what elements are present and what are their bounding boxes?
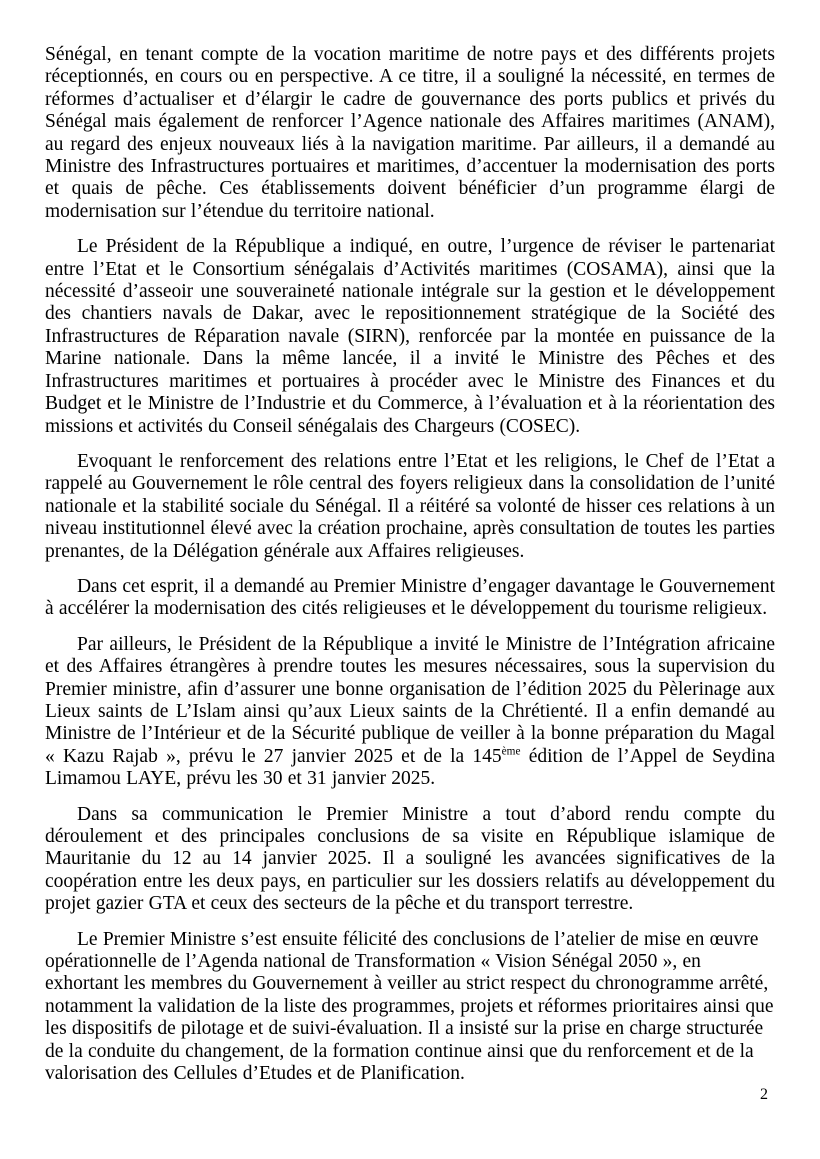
paragraph-cites-religieuses: Dans cet esprit, il a demandé au Premier Ministre d’engager davantage le Gouvernement à accélérer la modernisation des cités religieuses et le développement du tourisme religieux. bbox=[45, 575, 775, 620]
paragraph-etat-religions: Evoquant le renforcement des relations entre l’Etat et les religions, le Chef de l’Etat a rappelé au Gouvernement le rôle central des foyers religieux dans la consolidation de l’unité nationale et la stabilité sociale du Sénégal. Il a réitéré sa volonté de hisser ces relations à un niveau institutionnel élevé avec la création prochaine, après consultation de toutes les parties prenantes, de la Délégation générale aux Affaires religieuses. bbox=[45, 450, 775, 562]
paragraph-vision-senegal-2050: Le Premier Ministre s’est ensuite félicité des conclusions de l’atelier de mise en œuvre opérationnelle de l’Agenda national de Transformation « Vision Sénégal 2050 », en exhortant les membres du Gouvernement à veiller au strict respect du chronogramme arrêté, notamment la validation de la liste des programmes, projets et réformes prioritaires ainsi que les dispositifs de pilotage et de suivi-évaluation. Il a insisté sur la prise en charge structurée de la conduite du changement, de la formation continue ainsi que du renforcement et de la valorisation des Cellules d’Etudes et de Planification. bbox=[45, 928, 774, 1085]
page-body bbox=[45, 44, 775, 1085]
paragraph-text-before-superscript: Par ailleurs, le Président de la République a invité le Ministre de l’Intégration africaine et des Affaires étrangères à prendre toutes les mesures nécessaires, sous la supervision du Premier ministre, afin d’assurer une bonne organisation de l’édition 2025 du Pèlerinage aux Lieux saints de L’Islam ainsi qu’aux Lieux saints de la Chrétienté. Il a enfin demandé au Ministre de l’Intérieur et de la Sécurité publique de veiller à la bonne préparation du Magal « Kazu Rajab », prévu le 27 janvier 2025 et de la 145 bbox=[45, 633, 775, 767]
paragraph-visite-mauritanie: Dans sa communication le Premier Ministre a tout d’abord rendu compte du déroulement et des principales conclusions de sa visite en République islamique de Mauritanie du 12 au 14 janvier 2025. Il a souligné les avancées significatives de la coopération entre les deux pays, en particulier sur les dossiers relatifs au développement du projet gazier GTA et ceux des secteurs de la pêche et du transport terrestre. bbox=[45, 803, 775, 915]
page-number: 2 bbox=[760, 1086, 768, 1103]
paragraph-continuation: Sénégal, en tenant compte de la vocation maritime de notre pays et des différents projets réceptionnés, en cours ou en perspective. A ce titre, il a souligné la nécessité, en termes de réformes d’actualiser et d’élargir le cadre de gouvernance des ports publics et privés du Sénégal mais également de renforcer l’Agence nationale des Affaires maritimes (ANAM), au regard des enjeux nouveaux liés à la navigation maritime. Par ailleurs, il a demandé au Ministre des Infrastructures portuaires et maritimes, d’accentuer la modernisation des ports et quais de pêche. Ces établissements doivent bénéficier d’un programme élargi de modernisation sur l’étendue du territoire national. bbox=[45, 44, 775, 222]
paragraph-text-after-superscript: édition de l’Appel de Seydina Limamou LAYE, prévu les 30 et 31 janvier 2025. bbox=[45, 745, 776, 790]
ordinal-superscript: ème bbox=[501, 745, 521, 758]
paragraph-pelerinage-magal bbox=[45, 634, 775, 791]
paragraph-president-partenariat: Le Président de la République a indiqué, en outre, l’urgence de réviser le partenariat entre l’Etat et le Consortium sénégalais d’Activités maritimes (COSAMA), ainsi que la nécessité d’asseoir une souveraineté nationale intégrale sur la gestion et le développement des chantiers navals de Dakar, avec le repositionnement stratégique de la Société des Infrastructures de Réparation navale (SIRN), renforcée par la montée en puissance de la Marine nationale. Dans la même lancée, il a invité le Ministre des Pêches et des Infrastructures maritimes et portuaires à procéder avec le Ministre des Finances et du Budget et le Ministre de l’Industrie et du Commerce, à l’évaluation et à la réorientation des missions et activités du Conseil sénégalais des Chargeurs (COSEC). bbox=[45, 236, 775, 437]
